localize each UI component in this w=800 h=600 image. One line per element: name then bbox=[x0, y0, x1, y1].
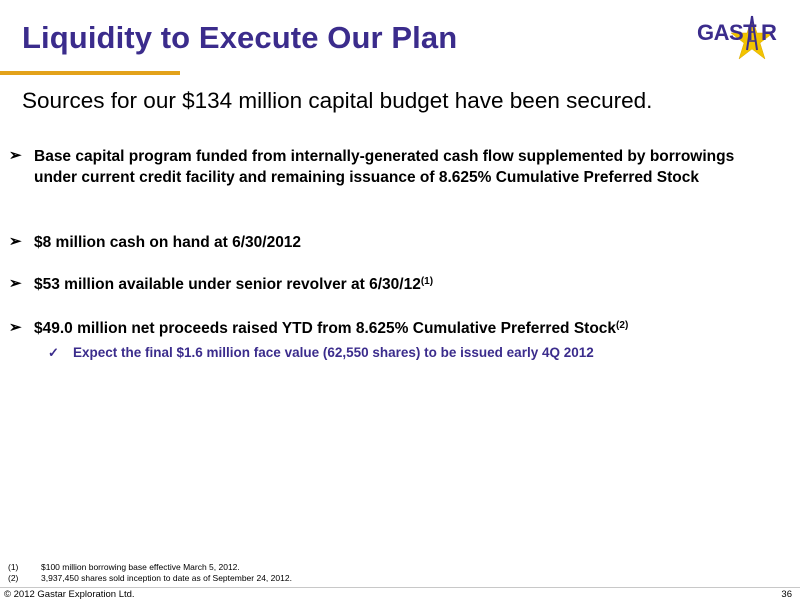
arrow-bullet-icon: ➢ bbox=[9, 233, 22, 250]
bullet-text: Base capital program funded from internally-generated cash flow supplemented by borrowings under current credit facility and remaining issuance of 8.625% Cumulative Preferred Stock bbox=[34, 148, 735, 186]
copyright: © 2012 Gastar Exploration Ltd. bbox=[4, 589, 135, 600]
gastar-logo bbox=[690, 12, 785, 62]
logo-text: GAST bbox=[697, 20, 757, 45]
subtitle: Sources for our $134 million capital budget have been secured. bbox=[22, 88, 653, 113]
checkmark-icon: ✓ bbox=[48, 345, 59, 360]
footnote-text: $100 million borrowing base effective March 5, 2012. bbox=[41, 562, 240, 572]
page-number: 36 bbox=[781, 589, 792, 600]
sub-bullet-text: Expect the final $1.6 million face value (62,550 shares) to be issued early 4Q 2012 bbox=[73, 345, 594, 360]
bullet-text: $8 million cash on hand at 6/30/2012 bbox=[34, 234, 302, 251]
arrow-bullet-icon: ➢ bbox=[9, 147, 22, 164]
footnote-text: 3,937,450 shares sold inception to date as of September 24, 2012. bbox=[41, 573, 292, 583]
page-title: Liquidity to Execute Our Plan bbox=[22, 20, 458, 55]
bullet-text: $53 million available under senior revolver at 6/30/12$^{(1)}$ bbox=[34, 276, 434, 293]
footnote-number: (1) bbox=[8, 562, 19, 572]
logo-text-r: R bbox=[761, 20, 777, 45]
footer-divider bbox=[0, 587, 800, 588]
footnote-number: (2) bbox=[8, 573, 19, 583]
title-underline bbox=[0, 71, 180, 75]
arrow-bullet-icon: ➢ bbox=[9, 319, 22, 336]
bullet-text: $49.0 million net proceeds raised YTD from 8.625% Cumulative Preferred Stock$^{(2)}$ bbox=[34, 320, 629, 337]
arrow-bullet-icon: ➢ bbox=[9, 275, 22, 292]
